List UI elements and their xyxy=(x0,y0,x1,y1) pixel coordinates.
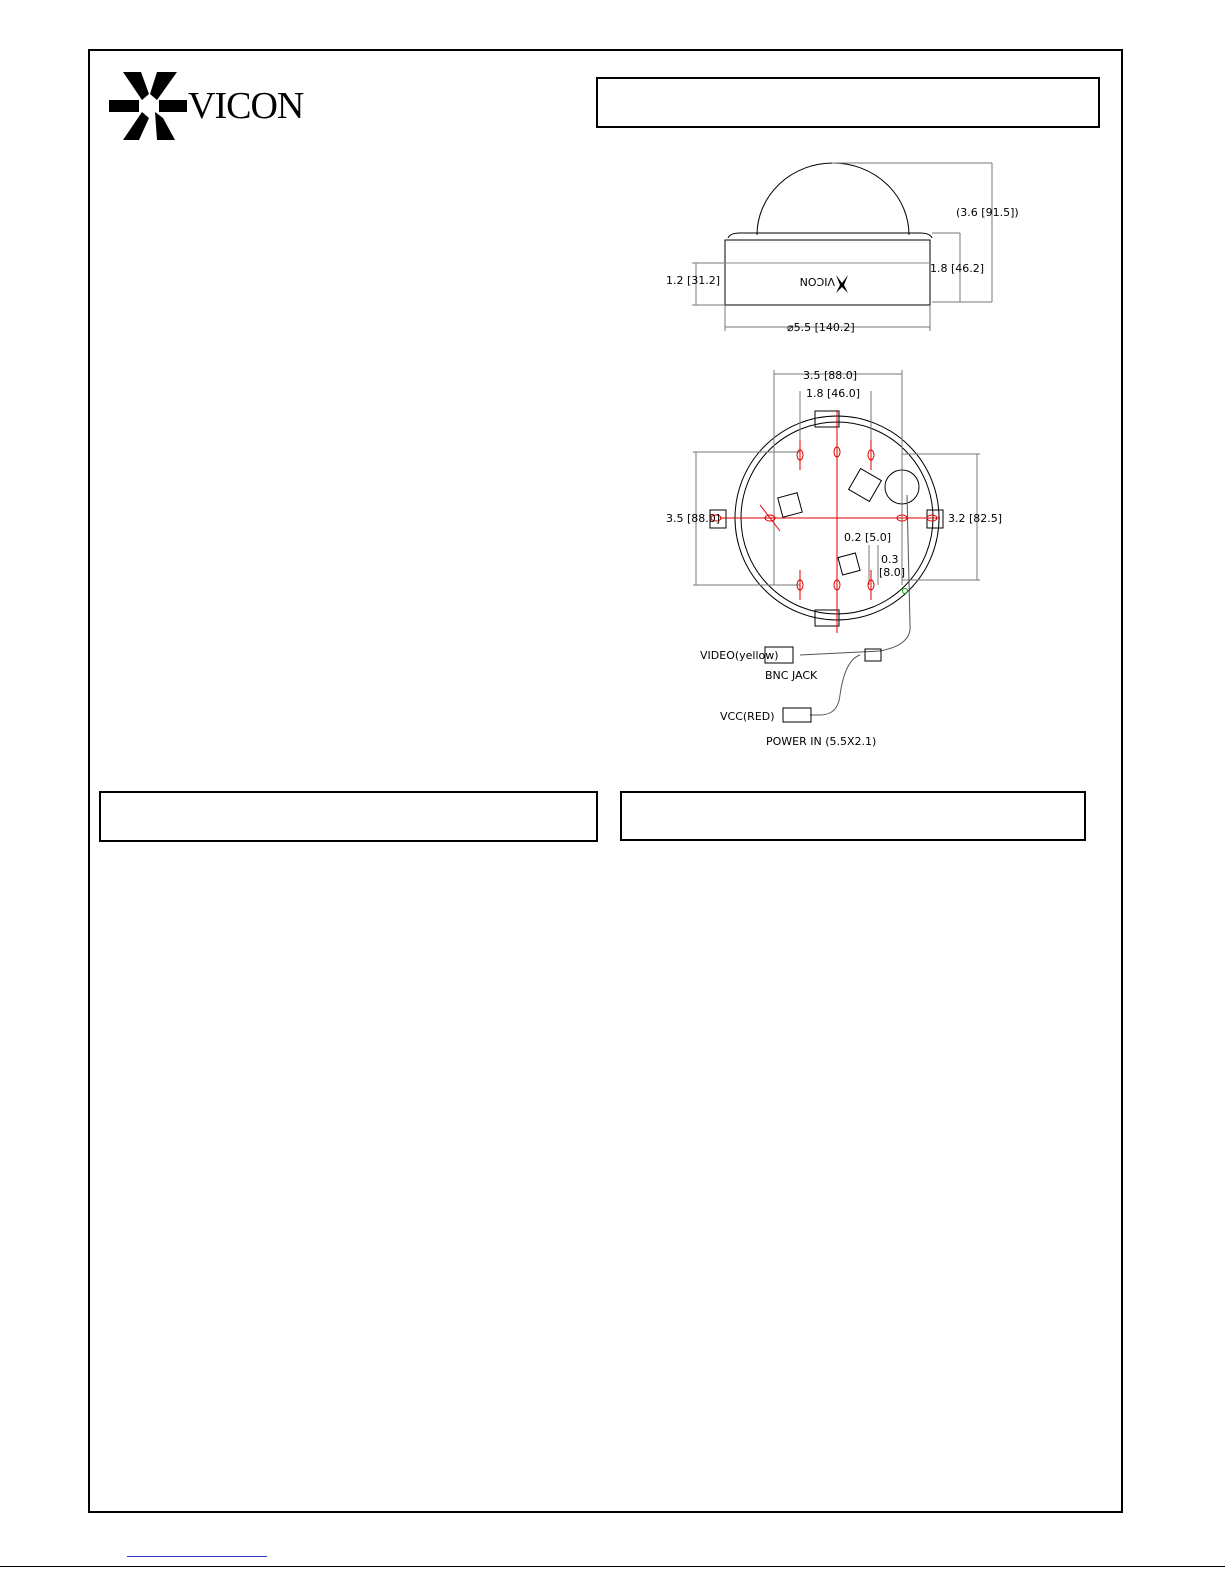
power-in-label: POWER IN (5.5X2.1) xyxy=(766,735,877,748)
dome-outline xyxy=(757,163,909,235)
dimension-drawing xyxy=(640,155,1100,765)
logo-wordmark: VICON xyxy=(188,85,304,127)
inner-spacing-dim: 1.8 [46.0] xyxy=(806,387,861,400)
left-section-title-box xyxy=(99,791,598,842)
housing-body xyxy=(725,240,930,305)
side-view xyxy=(692,163,992,331)
dome-brand-label: VICON xyxy=(799,275,835,288)
right-section-title-box xyxy=(620,791,1086,841)
right-spacing-dim: 3.2 [82.5] xyxy=(948,512,1003,525)
slot-length-dim-b: [8.0] xyxy=(879,566,906,579)
base-height-dim: 1.2 [31.2] xyxy=(666,274,721,287)
vcc-connector-label: VCC(RED) xyxy=(720,710,775,723)
diameter-dim: ⌀5.5 [140.2] xyxy=(787,321,855,334)
footer-link-underline[interactable] xyxy=(127,1556,267,1557)
centerlines xyxy=(711,410,940,633)
slot-length-dim-a: 0.3 xyxy=(881,553,899,566)
video-connector-label: VIDEO(yellow) xyxy=(700,649,779,662)
overall-height-dim: (3.6 [91.5]) xyxy=(956,206,1019,219)
outer-spacing-dim: 3.5 [88.0] xyxy=(803,369,858,382)
header-title-box xyxy=(596,77,1100,128)
vicon-mark-icon xyxy=(836,275,848,293)
page-bottom-rule xyxy=(0,1566,1225,1567)
vertical-spacing-dim: 3.5 [88.0] xyxy=(666,512,721,525)
bnc-jack-label: BNC JACK xyxy=(765,669,818,682)
housing-height-dim: 1.8 [46.2] xyxy=(930,262,985,275)
slot-width-dim: 0.2 [5.0] xyxy=(844,531,892,544)
